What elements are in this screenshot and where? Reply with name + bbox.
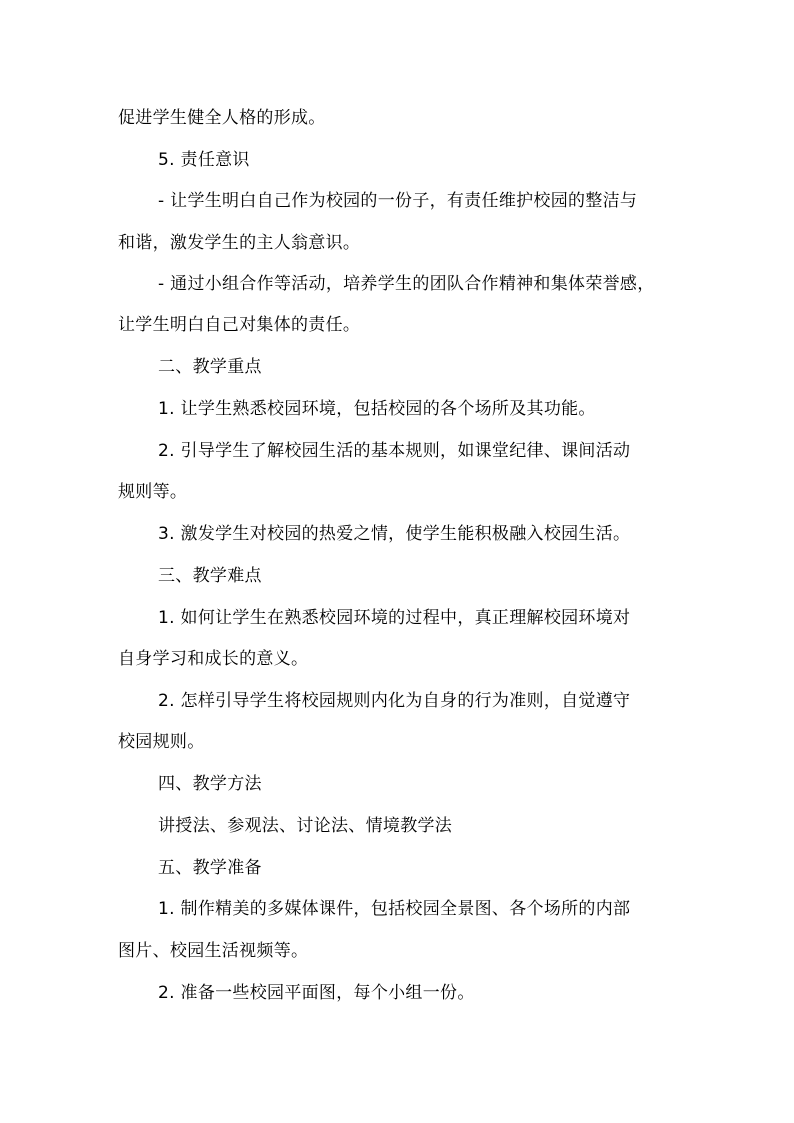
subheading-responsibility: 5. 责任意识: [158, 150, 250, 170]
bullet-responsibility-1-cont: 和谐，激发学生的主人翁意识。: [118, 233, 361, 253]
difficulty-1: 1. 如何让学生在熟悉校园环境的过程中，真正理解校园环境对: [158, 608, 631, 628]
difficulty-2-cont: 校园规则。: [118, 732, 205, 752]
key-point-2-cont: 规则等。: [118, 482, 188, 502]
methods-text: 讲授法、参观法、讨论法、情境教学法: [158, 816, 453, 836]
section-heading-preparation: 五、教学准备: [158, 858, 262, 878]
section-heading-methods: 四、教学方法: [158, 774, 262, 794]
preparation-2: 2. 准备一些校园平面图，每个小组一份。: [158, 983, 475, 1003]
preparation-1: 1. 制作精美的多媒体课件，包括校园全景图、各个场所的内部: [158, 899, 631, 919]
key-point-1: 1. 让学生熟悉校园环境，包括校园的各个场所及其功能。: [158, 399, 596, 419]
difficulty-2: 2. 怎样引导学生将校园规则内化为自身的行为准则，自觉遵守: [158, 691, 631, 711]
bullet-responsibility-1: - 让学生明白自己作为校园的一份子，有责任维护校园的整洁与: [158, 191, 638, 211]
section-heading-key-points: 二、教学重点: [158, 357, 262, 377]
difficulty-1-cont: 自身学习和成长的意义。: [118, 649, 309, 669]
preparation-1-cont: 图片、校园生活视频等。: [118, 941, 309, 961]
bullet-responsibility-2: - 通过小组合作等活动，培养学生的团队合作精神和集体荣誉感，: [158, 274, 655, 294]
bullet-responsibility-2-cont: 让学生明白自己对集体的责任。: [118, 315, 361, 335]
paragraph-continuation: 促进学生健全人格的形成。: [118, 108, 326, 128]
key-point-2: 2. 引导学生了解校园生活的基本规则，如课堂纪律、课间活动: [158, 441, 631, 461]
key-point-3: 3. 激发学生对校园的热爱之情，使学生能积极融入校园生活。: [158, 524, 631, 544]
section-heading-difficulties: 三、教学难点: [158, 566, 262, 586]
